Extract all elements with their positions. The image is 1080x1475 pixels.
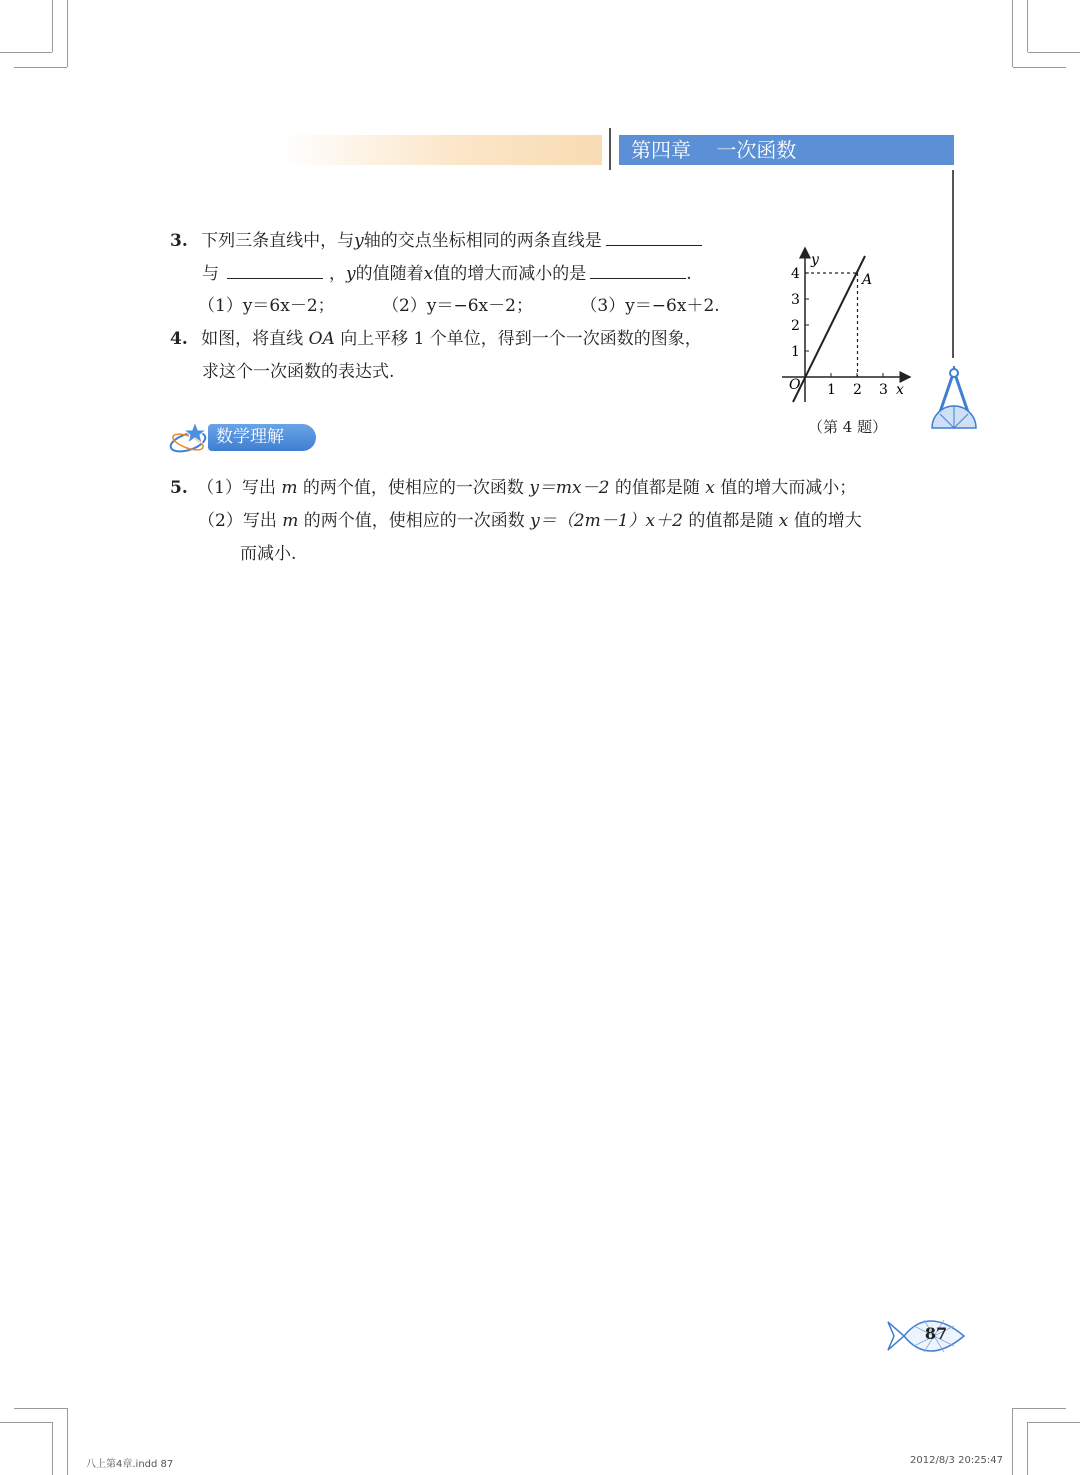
crop-mark [67,1408,68,1475]
crop-mark [1028,1422,1080,1423]
crop-mark [14,1408,67,1409]
answer-blank[interactable] [606,227,702,246]
crop-mark [1013,1408,1066,1409]
footer-timestamp: 2012/8/3 20:25:47 [910,1455,1004,1466]
crop-mark [1013,67,1066,68]
y-tick-label: 2 [791,318,800,334]
question-3-line-1: 3. 下列三条直线中，与y轴的交点坐标相同的两条直线是 [170,227,702,253]
crop-mark [52,0,53,52]
x-axis-label: x [896,382,904,398]
origin-label: O [789,377,801,393]
point-a-label: A [862,272,873,288]
crop-mark [52,1422,53,1475]
question-5-line-2: （2）写出 m 的两个值，使相应的一次函数 y＝（2m－1）x＋2 的值都是随 x 值的增大 [198,511,862,531]
question-number: 3. [170,231,188,251]
section-badge [168,420,320,456]
y-axis-label: y [811,252,819,268]
crop-mark [0,1422,52,1423]
compass-icon [928,366,980,430]
figure-caption: （第 4 题） [808,418,888,436]
chapter-title: 第四章 一次函数 [619,135,954,165]
answer-blank[interactable] [227,260,323,279]
question-3-line-2: 与 ，y的值随着x值的增大而减小的是 . [202,260,692,286]
y-tick-label: 1 [791,344,800,360]
crop-mark [67,0,68,67]
crop-mark [1027,1422,1028,1475]
x-tick-label: 1 [827,382,836,398]
figure-graph [778,242,918,408]
question-3-options: （1）y＝6x－2； （2）y＝−6x－2； （3）y＝−6x＋2. [198,296,720,316]
question-number: 5. [170,478,188,498]
crop-mark [1012,1408,1013,1475]
crop-mark [1012,0,1013,67]
question-4-line-1: 4. 如图，将直线 OA 向上平移 1 个单位，得到一个一次函数的图象， [170,329,702,349]
question-number: 4. [170,329,188,349]
section-title: 数学理解 [208,424,316,451]
answer-blank[interactable] [590,260,686,279]
y-tick-label: 3 [791,292,800,308]
margin-rule [952,170,954,358]
crop-mark [1027,0,1028,52]
line-oa [793,256,865,402]
x-tick-label: 3 [879,382,888,398]
header-gradient-band [280,135,602,165]
question-5-line-1: 5. （1）写出 m 的两个值，使相应的一次函数 y＝mx－2 的值都是随 x 值的增大而减小； [170,478,857,498]
question-4-line-2: 求这个一次函数的表达式. [202,362,395,382]
footer-file-info: 八上第4章.indd 87 [86,1459,174,1470]
header-separator [609,128,611,170]
crop-mark [1028,52,1080,53]
y-tick-label: 4 [791,266,800,282]
page-number: 87 [924,1324,948,1343]
x-tick-label: 2 [853,382,862,398]
question-5-line-3: 而减小. [240,544,297,564]
crop-mark [0,52,52,53]
crop-mark [14,67,67,68]
